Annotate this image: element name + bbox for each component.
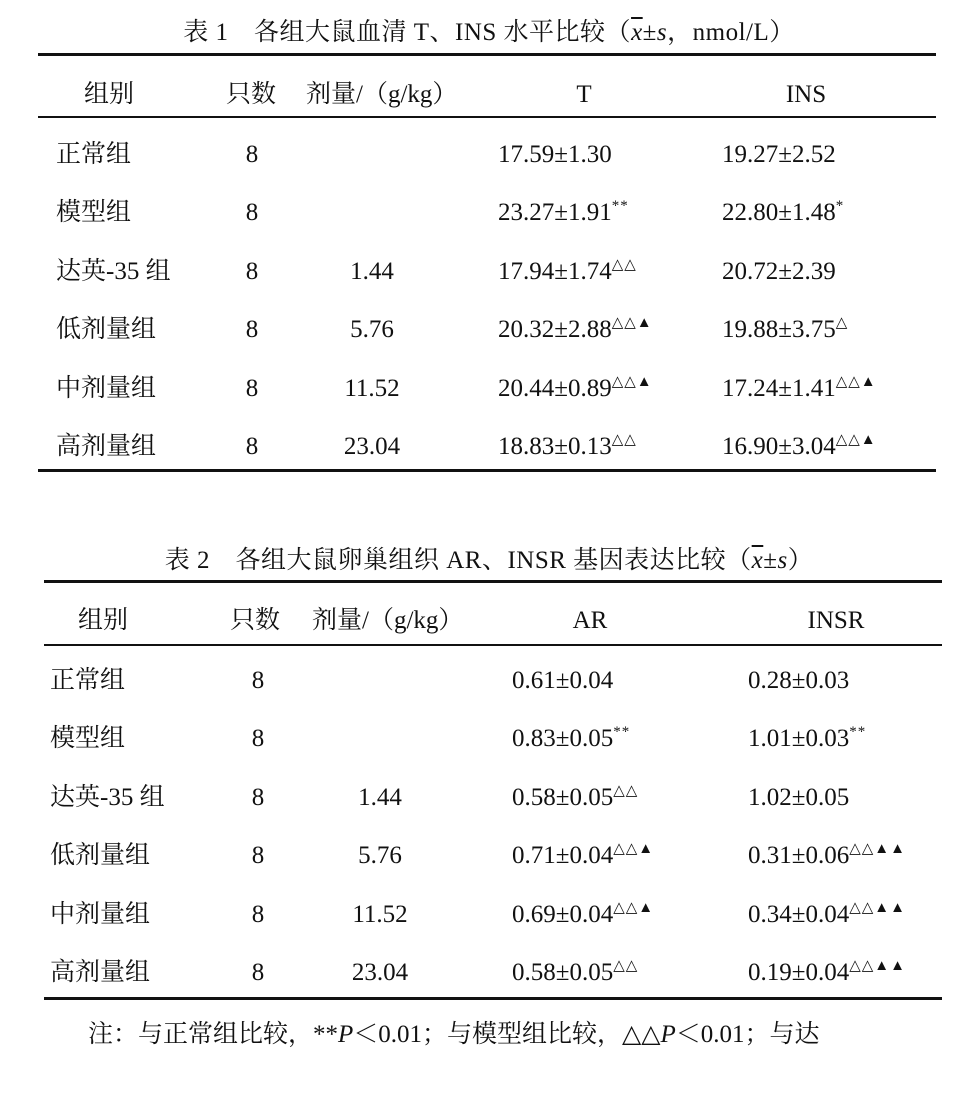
value-text: 20.72±2.39 [722, 257, 836, 285]
cell-count: 8 [245, 433, 259, 460]
cell-count: 8 [245, 374, 259, 402]
caption-suffix: ） [787, 547, 814, 574]
cell-value-2 [722, 315, 848, 348]
significance-mark: △△▲ [835, 432, 877, 448]
cell-value-1 [512, 841, 654, 874]
significance-mark: △△▲▲ [849, 841, 906, 858]
cell-count: 8 [251, 725, 265, 753]
value-text: 19.27±2.52 [722, 141, 836, 168]
cell-value-1 [512, 900, 654, 933]
note-p-symbol: P [338, 1021, 354, 1048]
cell-value-2 [722, 374, 877, 407]
value-text: 1.02±0.05 [748, 783, 850, 811]
cell-dose: 23.04 [351, 959, 409, 986]
cell-value-1 [498, 140, 612, 173]
cell-count: 8 [251, 667, 265, 694]
top-rule [38, 53, 936, 56]
cell-group: 模型组 [56, 199, 132, 227]
note-middle: ＜0.01；与模型组比较，△△ [353, 1021, 661, 1048]
caption-xbar: $\overline{x}$ [631, 19, 643, 46]
value-text: 0.69±0.04 [512, 900, 614, 928]
cell-count: 8 [245, 257, 259, 285]
cell-group: 正常组 [50, 667, 126, 694]
cell-count: 8 [251, 900, 265, 928]
value-text: 17.24±1.41 [722, 374, 836, 402]
significance-mark: △ [835, 315, 849, 332]
value-text: 0.83±0.05 [512, 725, 614, 753]
bottom-rule [38, 469, 936, 472]
significance-mark: △△▲ [613, 841, 655, 858]
caption-pm: ± [642, 19, 657, 46]
value-text: 17.94±1.74 [498, 257, 612, 285]
cell-value-1 [498, 257, 637, 290]
significance-mark: △△▲ [835, 373, 877, 390]
cell-group: 达英-35 组 [50, 783, 165, 811]
significance-mark: ** [849, 724, 867, 741]
significance-mark: △△ [611, 256, 637, 273]
significance-mark: * [835, 198, 845, 215]
significance-mark: △△▲ [611, 315, 653, 332]
cell-dose: 5.76 [358, 842, 402, 870]
value-text: 0.58±0.05 [512, 959, 614, 986]
cell-value-1 [512, 666, 613, 699]
note-p-symbol: P [660, 1021, 676, 1048]
header-value-1: AR [572, 607, 608, 634]
significance-mark: △△ [613, 782, 639, 799]
note-prefix: 注：与正常组比较，** [88, 1021, 339, 1048]
cell-value-2 [748, 724, 866, 757]
header-group: 组别 [78, 607, 129, 634]
cell-group: 低剂量组 [50, 842, 151, 870]
significance-mark: △△▲ [611, 373, 653, 390]
cell-value-2 [748, 958, 906, 991]
cell-group: 达英-35 组 [56, 257, 171, 285]
header-group: 组别 [84, 81, 135, 108]
header-dose: 剂量/（g/kg） [306, 81, 458, 108]
significance-mark: △△ [613, 958, 639, 974]
significance-mark: ** [613, 724, 631, 741]
cell-value-1 [512, 958, 638, 991]
header-rule [38, 116, 936, 118]
cell-dose: 1.44 [350, 257, 394, 285]
value-text: 19.88±3.75 [722, 316, 836, 344]
caption-s: s [777, 547, 788, 574]
cell-dose: 23.04 [343, 433, 401, 460]
table-footnote [88, 1014, 820, 1050]
significance-mark: △△▲ [613, 899, 655, 916]
cell-value-2 [722, 140, 836, 173]
value-text: 0.31±0.06 [748, 842, 850, 870]
caption-s: s [656, 19, 668, 46]
cell-dose: 5.76 [350, 316, 394, 344]
significance-mark: △△▲▲ [849, 958, 906, 974]
cell-count: 8 [245, 141, 259, 168]
table-1-caption [0, 12, 978, 48]
cell-value-1 [498, 432, 637, 465]
caption-text: 表 1 各组大鼠血清 T、INS 水平比较（ [183, 19, 632, 46]
value-text: 0.71±0.04 [512, 842, 614, 870]
value-text: 20.44±0.89 [498, 374, 612, 402]
value-text: 18.83±0.13 [498, 433, 612, 460]
significance-mark: ** [611, 198, 629, 215]
cell-group: 高剂量组 [50, 959, 151, 986]
cell-count: 8 [251, 842, 265, 870]
cell-dose: 11.52 [352, 900, 408, 928]
cell-count: 8 [251, 783, 265, 811]
value-text: 17.59±1.30 [498, 141, 612, 168]
value-text: 20.32±2.88 [498, 316, 612, 344]
header-value-1: T [576, 81, 592, 108]
cell-value-2 [722, 432, 877, 465]
value-text: 1.01±0.03 [748, 725, 850, 753]
cell-dose: 11.52 [344, 374, 400, 402]
value-text: 0.58±0.05 [512, 783, 614, 811]
value-text: 0.28±0.03 [748, 667, 850, 694]
cell-value-1 [498, 315, 653, 348]
cell-value-1 [498, 374, 653, 407]
significance-mark: △△ [611, 432, 637, 448]
cell-count: 8 [251, 959, 265, 986]
caption-text: 表 2 各组大鼠卵巢组织 AR、INSR 基因表达比较（ [164, 547, 752, 574]
cell-group: 正常组 [56, 141, 132, 168]
header-value-2: INS [785, 81, 827, 108]
header-rule [44, 644, 942, 646]
cell-dose: 1.44 [358, 783, 402, 811]
significance-mark: △△▲▲ [849, 899, 906, 916]
caption-suffix: ，nmol/L） [667, 19, 795, 46]
cell-value-1 [512, 724, 630, 757]
cell-value-2 [748, 666, 849, 699]
cell-count: 8 [245, 199, 259, 227]
cell-group: 中剂量组 [56, 374, 157, 402]
cell-value-1 [498, 198, 629, 231]
value-text: 16.90±3.04 [722, 433, 836, 460]
caption-pm: ± [763, 547, 778, 574]
caption-xbar: $\overline{x}$ [751, 547, 764, 574]
value-text: 22.80±1.48 [722, 199, 836, 227]
cell-group: 高剂量组 [56, 433, 157, 460]
table-2-caption [0, 540, 978, 576]
value-text: 23.27±1.91 [498, 199, 612, 227]
cell-value-2 [722, 257, 836, 290]
value-text: 0.19±0.04 [748, 959, 850, 986]
cell-value-2 [748, 841, 906, 874]
cell-value-2 [748, 900, 906, 933]
cell-value-2 [748, 783, 849, 816]
cell-count: 8 [245, 316, 259, 344]
cell-group: 模型组 [50, 725, 126, 753]
value-text: 0.61±0.04 [512, 667, 614, 694]
header-value-2: INSR [807, 607, 865, 634]
cell-group: 中剂量组 [50, 900, 151, 928]
cell-group: 低剂量组 [56, 316, 157, 344]
cell-value-1 [512, 783, 638, 816]
top-rule [44, 580, 942, 583]
value-text: 0.34±0.04 [748, 900, 850, 928]
header-count: 只数 [230, 607, 281, 634]
header-count: 只数 [226, 81, 277, 108]
header-dose: 剂量/（g/kg） [312, 607, 464, 634]
note-suffix: ＜0.01；与达 [675, 1021, 820, 1048]
bottom-rule [44, 997, 942, 1000]
cell-value-2 [722, 198, 844, 231]
